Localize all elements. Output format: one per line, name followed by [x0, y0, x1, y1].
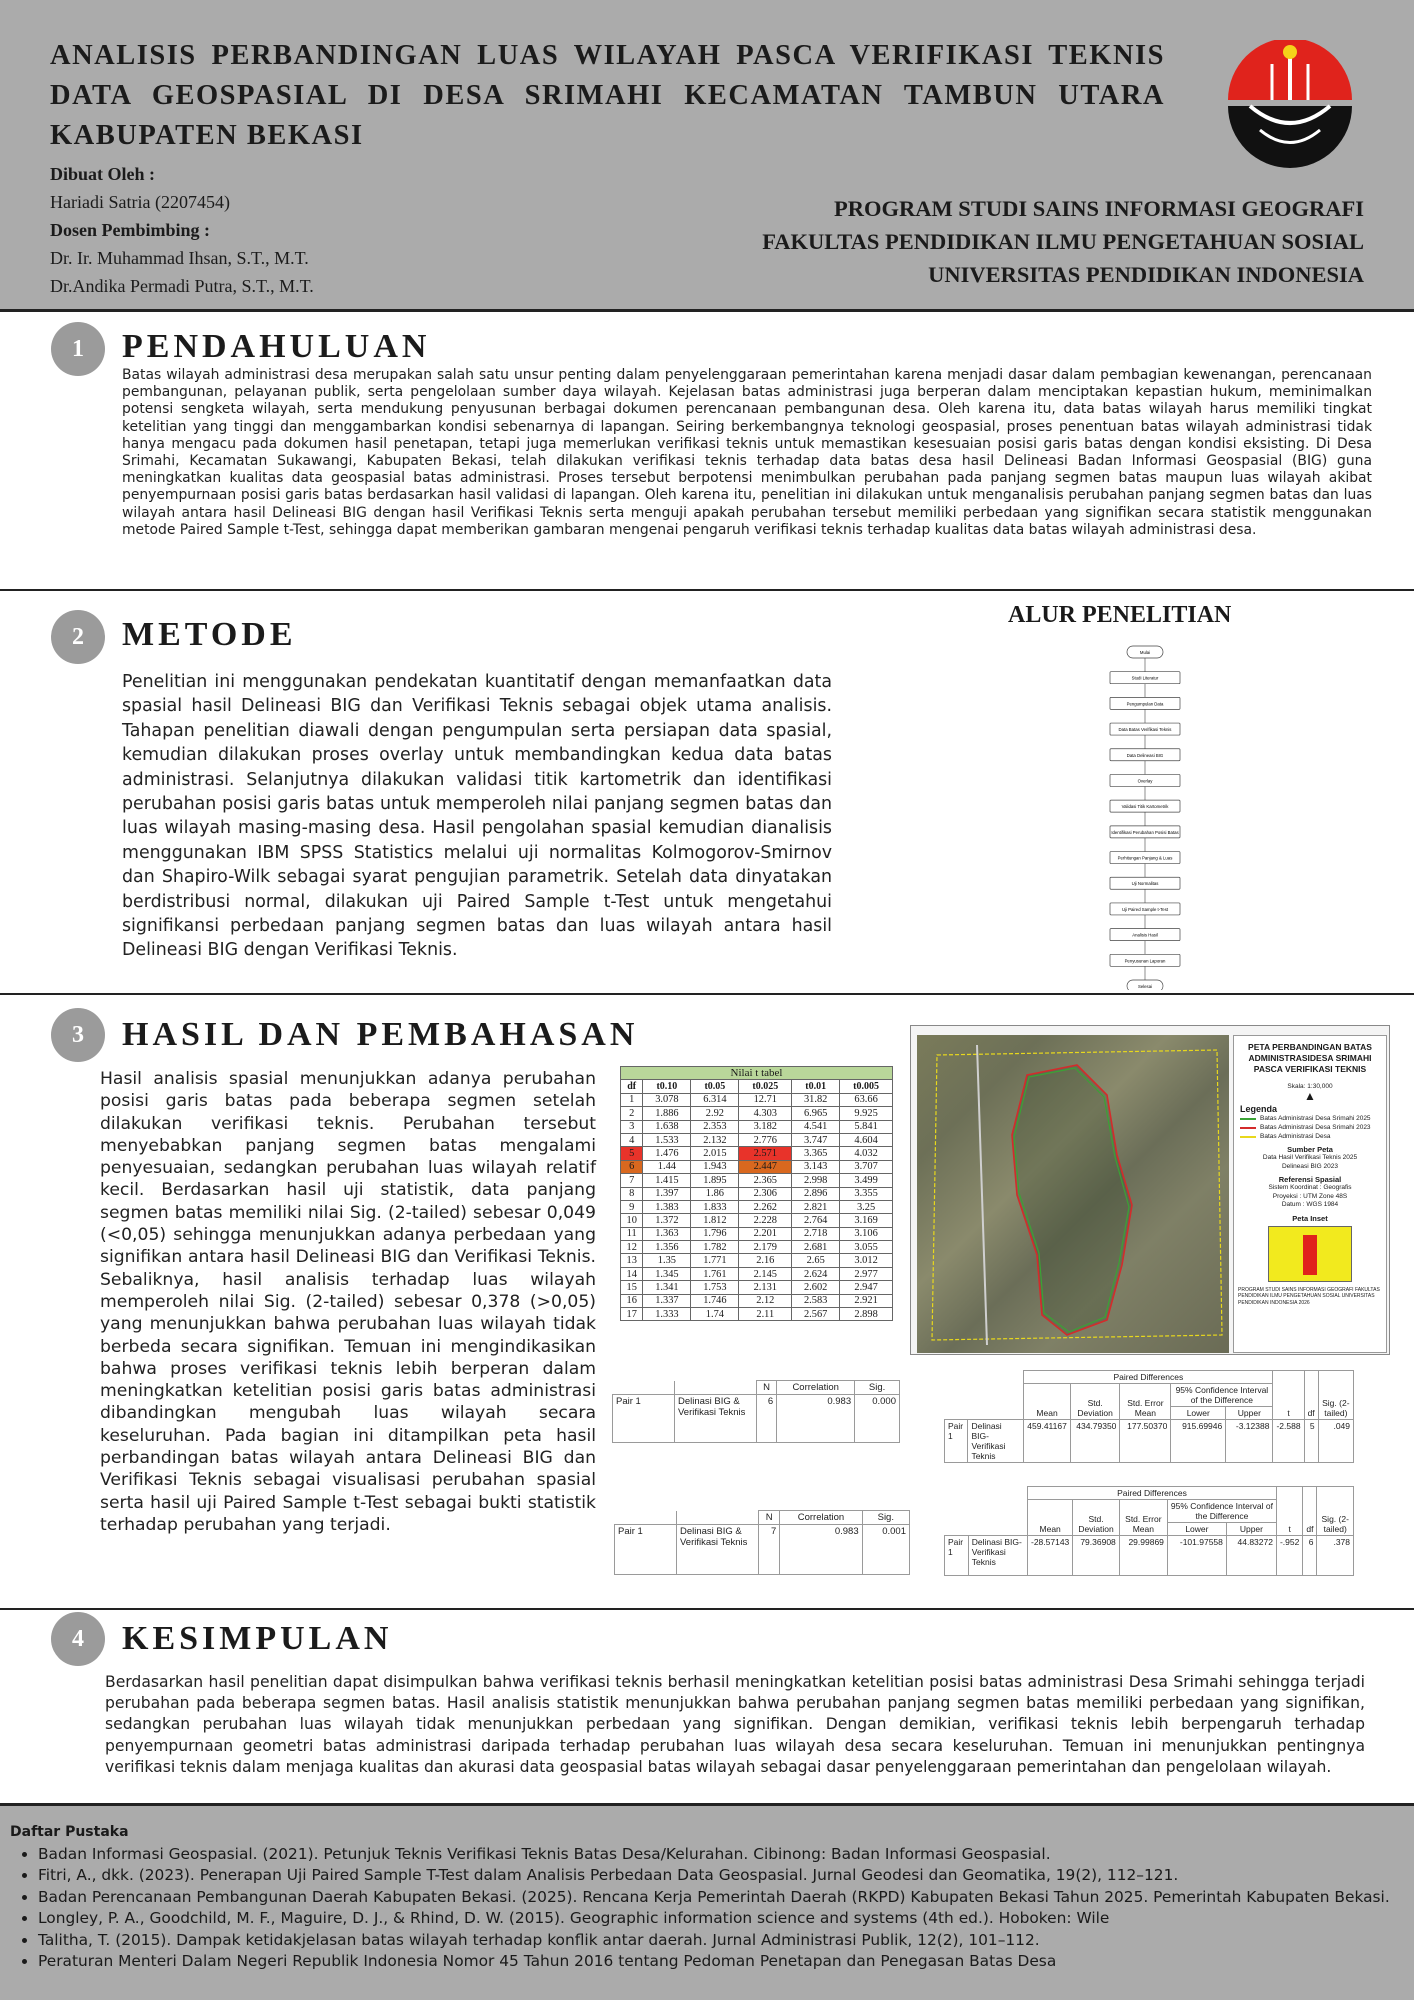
section-title-pendahuluan: PENDAHULUAN — [122, 328, 431, 365]
t-table-cell: 1.753 — [691, 1281, 739, 1294]
t-table-cell: 2.681 — [792, 1241, 840, 1254]
t-table-cell: 11 — [621, 1227, 643, 1240]
advisor-label: Dosen Pembimbing : — [50, 220, 211, 240]
t-table-cell: 1.638 — [643, 1120, 691, 1133]
t-table-cell: 2.131 — [739, 1281, 792, 1294]
kesimpulan-text: Berdasarkan hasil penelitian dapat disimpulkan bahwa verifikasi teknis berhasil meningkatkan ketelitian posisi batas administrasi Desa Srimahi sehingga terjadi perubahan pada beberapa segmen batas. Hasil analisis statistik menunjukkan bahwa perubahan panjang segmen batas memiliki perbedaan yang signifikan, sedangkan perubahan luas wilayah tidak menunjukkan perbedaan yang signifikan. Dengan demikian, verifikasi teknis lebih berpengaruh terhadap penyempurnaan geometri batas administrasi daripada terhadap perubahan luas wilayah desa secara keseluruhan. Temuan ini menunjukkan pentingnya verifikasi teknis dalam menjaga kualitas dan akurasi data geospasial batas wilayah sebagai dasar penyelenggaraan pemerintahan dan pengelolaan wilayah. — [105, 1673, 1365, 1776]
ref-title: Referensi Spasial — [1278, 1175, 1342, 1184]
pendahuluan-text: Batas wilayah administrasi desa merupakan salah satu unsur penting dalam penyelenggaraan pemerintahan karena menjadi dasar dalam pembagian kewenangan, perencanaan pembangunan, pelayanan publik, serta pengelolaan sumber daya wilayah. Kejelasan batas administrasi juga berperan dalam menciptakan kepastian hukum, meminimalkan potensi sengketa wilayah, serta mendukung penyusunan berbagai dokumen perencanaan pembangunan desa. Oleh karena itu, data batas wilayah harus memiliki tingkat ketelitian yang tinggi dan menggambarkan kondisi sebenarnya di lapangan. Seiring berkembangnya teknologi geospasial, proses penentuan batas wilayah administrasi tidak hanya mengacu pada dokumen hasil penetapan, tetapi juga memerlukan verifikasi teknis untuk memastikan kesesuaian posisi garis batas dengan kondisi eksisting. Di Desa Srimahi, Kecamatan Sukawangi, Kabupaten Bekasi, telah dilakukan verifikasi teknis terhadap data batas desa hasil Delineasi Badan Informasi Geospasial (BIG) guna meningkatkan kualitas data geospasial batas administrasi. Proses tersebut berpotensi menimbulkan perubahan pada panjang segmen batas maupun luas wilayah akibat penyempurnaan posisi garis batas berdasarkan hasil validasi di lapangan. Oleh karena itu, penelitian ini dilakukan untuk menganalisis perubahan panjang segmen batas dan luas wilayah antara hasil Delineasi BIG dengan hasil Verifikasi Teknis serta menguji apakah perubahan tersebut memiliki perbedaan yang signifikan secara statistik menggunakan metode Paired Sample t-Test, sehingga dapat memberikan gambaran mengenai pengaruh verifikasi teknis terhadap kualitas data batas wilayah administrasi desa. — [122, 367, 1372, 538]
t-table-cell: 2.353 — [691, 1120, 739, 1133]
t-table-cell: 3.365 — [792, 1147, 840, 1160]
legend-item: Batas Administrasi Desa Srimahi 2025 — [1234, 1114, 1386, 1123]
t-table-cell: 2.11 — [739, 1308, 792, 1321]
section-divider — [0, 589, 1414, 591]
t-table-cell: 14 — [621, 1267, 643, 1280]
flowchart-title: ALUR PENELITIAN — [1008, 602, 1232, 628]
t-table-cell: 2.65 — [792, 1254, 840, 1267]
map-title: PETA PERBANDINGAN BATAS ADMINISTRASIDESA SRIMAHI PASCA VERIFIKASI TEKNIS — [1248, 1042, 1372, 1074]
t-table-cell: 3.143 — [792, 1160, 840, 1173]
t-table-cell: 6 — [621, 1160, 643, 1173]
t-table — [620, 1066, 893, 1321]
inst-university: UNIVERSITAS PENDIDIKAN INDONESIA — [928, 262, 1364, 287]
section-divider — [0, 1608, 1414, 1610]
t-table-cell: 1.372 — [643, 1214, 691, 1227]
t-table-cell: 2.718 — [792, 1227, 840, 1240]
inst-program: PROGRAM STUDI SAINS INFORMASI GEOGRAFI — [833, 196, 1364, 221]
table-row — [621, 1187, 893, 1200]
t-table-cell: 1.533 — [643, 1133, 691, 1146]
t-table-cell: 2.12 — [739, 1294, 792, 1307]
reference-item: • Peraturan Menteri Dalam Negeri Republik Indonesia Nomor 45 Tahun 2016 tentang Pedoman Penetapan dan Penegasan Batas Desa — [38, 1951, 1398, 1972]
table-row — [621, 1093, 893, 1106]
inset-title: Peta Inset — [1292, 1213, 1328, 1223]
flow-step-label: Overlay — [1137, 778, 1153, 784]
flow-step — [1127, 980, 1163, 990]
t-table-cell: 2.764 — [792, 1214, 840, 1227]
flow-step — [1110, 697, 1180, 709]
t-table-cell: 2.998 — [792, 1174, 840, 1187]
t-table-cell: 31.82 — [792, 1093, 840, 1106]
t-table-cell: 4.541 — [792, 1120, 840, 1133]
t-table-cell: 1.333 — [643, 1308, 691, 1321]
t-table-cell: 2.015 — [691, 1147, 739, 1160]
flow-step-label: Data Delineasi BIG — [1126, 752, 1164, 758]
t-table-cell: 2.228 — [739, 1214, 792, 1227]
reference-item: • Talitha, T. (2015). Dampak ketidakjelasan batas wilayah terhadap konflik antar daerah. Jurnal Administrasi Publik, 12(2), 101–112. — [38, 1930, 1398, 1951]
map-footer: PROGRAM STUDI SAINS INFORMASI GEOGRAFI FAKULTAS PENDIDIKAN ILMU PENGETAHUAN SOSIAL UNIVERSITAS PENDIDIKAN INDONESIA 2026 — [1238, 1286, 1380, 1306]
t-table-cell: 2.583 — [792, 1294, 840, 1307]
legend-item: Batas Administrasi Desa — [1234, 1132, 1386, 1141]
t-table-cell: 12 — [621, 1241, 643, 1254]
flow-step — [1110, 903, 1180, 915]
t-table-cell: 13 — [621, 1254, 643, 1267]
flow-step-label: Mulai — [1139, 650, 1151, 655]
boundary-lines — [917, 1035, 1229, 1353]
t-table-cell: 4 — [621, 1133, 643, 1146]
t-table-cell: 3.055 — [840, 1241, 893, 1254]
t-table-cell: 2.602 — [792, 1281, 840, 1294]
t-table-cell: 17 — [621, 1308, 643, 1321]
flow-step — [1110, 774, 1180, 786]
legend-title: Legenda — [1240, 1104, 1278, 1114]
references-section — [0, 1803, 1414, 2000]
section-number-badge: 2 — [51, 610, 105, 664]
t-table-cell: 3.25 — [840, 1200, 893, 1213]
t-table-cell: 2.821 — [792, 1200, 840, 1213]
t-table-caption: Nilai t tabel — [621, 1067, 893, 1080]
university-logo-icon — [1220, 40, 1360, 188]
t-table-cell: 1.812 — [691, 1214, 739, 1227]
reference-item: • Fitri, A., dkk. (2023). Penerapan Uji Paired Sample T-Test dalam Analisis Perbedaan Data Geospasial. Jurnal Geodesi dan Geomatika, 19(2), 112–121. — [38, 1865, 1398, 1886]
t-table-cell: 2.16 — [739, 1254, 792, 1267]
table-row — [621, 1160, 893, 1173]
t-table-cell: 10 — [621, 1214, 643, 1227]
flow-step — [1110, 877, 1180, 889]
table-row — [621, 1267, 893, 1280]
metode-text: Penelitian ini menggunakan pendekatan kuantitatif dengan memanfaatkan data spasial hasil Delineasi BIG dan Verifikasi Teknis sebagai objek utama analisis. Tahapan penelitian diawali dengan pengumpulan serta persiapan data spasial, kemudian dilakukan proses overlay untuk membandingkan kedua data batas administrasi. Selanjutnya dilakukan validasi titik kartometrik dan identifikasi perubahan posisi garis batas untuk memperoleh nilai panjang segmen batas dan luas wilayah masing-masing desa. Hasil pengolahan spasial kemudian dianalisis menggunakan IBM SPSS Statistics melalui uji normalitas Kolmogorov-Smirnov dan Shapiro-Wilk sebagai syarat pengujian parametrik. Setelah data dinyatakan berdistribusi normal, dilakukan uji Paired Sample t-Test untuk mengetahui signifikansi perbedaan panjang segmen batas dan luas wilayah antara hasil Delineasi BIG dengan Verifikasi Teknis. — [122, 672, 832, 961]
flow-step — [1110, 954, 1180, 966]
t-table-cell: 3.169 — [840, 1214, 893, 1227]
source-line: Data Hasil Verifikasi Teknis 2025 — [1262, 1154, 1358, 1161]
flow-step — [1110, 800, 1180, 812]
t-table-cell: 2.624 — [792, 1267, 840, 1280]
satellite-image — [917, 1035, 1229, 1353]
comparison-map — [910, 1025, 1390, 1355]
table-row — [621, 1147, 893, 1160]
t-table-cell: 1.415 — [643, 1174, 691, 1187]
institution-block — [762, 192, 1364, 291]
t-table-header: t0.05 — [691, 1080, 739, 1093]
flow-step — [1110, 929, 1180, 941]
t-table-cell: 1.761 — [691, 1267, 739, 1280]
t-table-cell: 3.747 — [792, 1133, 840, 1146]
ref-line: Datum : WGS 1984 — [1281, 1201, 1339, 1208]
t-table-cell: 3.182 — [739, 1120, 792, 1133]
flow-step-label: Validasi Titik Kartometrik — [1121, 804, 1169, 810]
flow-step — [1110, 852, 1180, 864]
t-table-cell: 2.262 — [739, 1200, 792, 1213]
flow-step-label: Perhitungan Panjang & Luas — [1117, 855, 1173, 861]
source-line: Delineasi BIG 2023 — [1281, 1162, 1338, 1170]
paired-test-table-1: Paired Differences t df Sig. (2-tailed) Mean Std. Deviation Std. Error Mean 95% Confidence Interval of the Difference Lower Upper Pair 1 Delinasi BIG- Verifikasi Teknis 459.41167 434.79350 177.50370 915.69946 -3.12388 -2.588 5 .049 — [944, 1370, 1354, 1463]
section-title-kesimpulan: KESIMPULAN — [122, 1620, 393, 1657]
t-table-cell: 2.977 — [840, 1267, 893, 1280]
inst-faculty: FAKULTAS PENDIDIKAN ILMU PENGETAHUAN SOSIAL — [762, 229, 1364, 254]
t-table-cell: 1.356 — [643, 1241, 691, 1254]
table-row — [621, 1227, 893, 1240]
correlation-table-1: N Correlation Sig. Pair 1 Delinasi BIG & Verifikasi Teknis 6 0.983 0.000 — [612, 1380, 900, 1443]
t-table-cell: 1.895 — [691, 1174, 739, 1187]
t-table-cell: 15 — [621, 1281, 643, 1294]
t-table-cell: 1.337 — [643, 1294, 691, 1307]
t-table-cell: 1.345 — [643, 1267, 691, 1280]
t-table-header: t0.01 — [792, 1080, 840, 1093]
poster-title: ANALISIS PERBANDINGAN LUAS WILAYAH PASCA VERIFIKASI TEKNIS DATA GEOSPASIAL DI DESA SRIMAHI KECAMATAN TAMBUN UTARA KABUPATEN BEKASI — [50, 40, 1165, 151]
t-table-cell: 4.303 — [739, 1107, 792, 1120]
t-table-cell: 1.35 — [643, 1254, 691, 1267]
t-table-cell: 1.44 — [643, 1160, 691, 1173]
t-table-cell: 1.383 — [643, 1200, 691, 1213]
t-table-cell: 8 — [621, 1187, 643, 1200]
t-table-cell: 2.896 — [792, 1187, 840, 1200]
t-table-cell: 3.012 — [840, 1254, 893, 1267]
t-table-cell: 9.925 — [840, 1107, 893, 1120]
t-table-cell: 5 — [621, 1147, 643, 1160]
reference-item: • Badan Perencanaan Pembangunan Daerah Kabupaten Bekasi. (2025). Rencana Kerja Pemerintah Daerah (RKPD) Kabupaten Bekasi Tahun 2025. Pemerintah Kabupaten Bekasi. — [38, 1887, 1398, 1908]
flow-step-label: Uji Normalitas — [1131, 881, 1159, 887]
table-row — [621, 1294, 893, 1307]
t-table-cell: 4.032 — [840, 1147, 893, 1160]
table-row — [621, 1133, 893, 1146]
flow-step-label: Uji Paired Sample t-Test — [1121, 906, 1169, 912]
t-table-cell: 3.499 — [840, 1174, 893, 1187]
t-table-cell: 2.365 — [739, 1174, 792, 1187]
references-list — [38, 1844, 1398, 1972]
table-row — [621, 1241, 893, 1254]
table-row — [621, 1107, 893, 1120]
t-table-cell: 1.771 — [691, 1254, 739, 1267]
inset-map — [1268, 1226, 1352, 1282]
section-title-metode: METODE — [122, 616, 297, 653]
t-table-cell: 3.078 — [643, 1093, 691, 1106]
t-table-cell: 2.92 — [691, 1107, 739, 1120]
section-title-hasil: HASIL DAN PEMBAHASAN — [122, 1016, 639, 1053]
t-table-cell: 1 — [621, 1093, 643, 1106]
section-number-badge: 4 — [51, 1612, 105, 1666]
t-table-header: t0.005 — [840, 1080, 893, 1093]
t-table-cell: 1.886 — [643, 1107, 691, 1120]
table-row — [621, 1281, 893, 1294]
flow-step-label: Identifikasi Perubahan Posisi Batas — [1111, 829, 1179, 835]
t-table-cell: 3.106 — [840, 1227, 893, 1240]
t-table-cell: 2.145 — [739, 1267, 792, 1280]
flow-step-label: Studi Literatur — [1131, 675, 1159, 681]
credits-block — [50, 160, 314, 300]
t-table-cell: 1.782 — [691, 1241, 739, 1254]
table-row — [621, 1214, 893, 1227]
t-table-cell: 6.314 — [691, 1093, 739, 1106]
source-title: Sumber Peta — [1287, 1145, 1333, 1154]
table-row — [621, 1254, 893, 1267]
t-table-cell: 3.355 — [840, 1187, 893, 1200]
t-table-cell: 2.776 — [739, 1133, 792, 1146]
t-table-header: t0.025 — [739, 1080, 792, 1093]
advisor-1: Dr. Ir. Muhammad Ihsan, S.T., M.T. — [50, 248, 309, 268]
reference-item: • Badan Informasi Geospasial. (2021). Petunjuk Teknis Verifikasi Teknis Batas Desa/Kelurahan. Cibinong: Badan Informasi Geospasial. — [38, 1844, 1398, 1865]
north-arrow-icon: ▲ — [1304, 1088, 1316, 1103]
t-table-cell: 1.74 — [691, 1308, 739, 1321]
t-table-cell: 2.571 — [739, 1147, 792, 1160]
t-table-header: t0.10 — [643, 1080, 691, 1093]
table-row — [621, 1308, 893, 1321]
t-table-header: df — [621, 1080, 643, 1093]
t-table-cell: 2.947 — [840, 1281, 893, 1294]
t-table-cell: 2.447 — [739, 1160, 792, 1173]
t-table-cell: 6.965 — [792, 1107, 840, 1120]
table-row — [621, 1120, 893, 1133]
flow-step-label: Penyusunan Laporan — [1124, 958, 1166, 964]
t-table-cell: 5.841 — [840, 1120, 893, 1133]
t-table-cell: 2.921 — [840, 1294, 893, 1307]
paired-test-table-2: Paired Differences t df Sig. (2-tailed) Mean Std. Deviation Std. Error Mean 95% Confidence Interval of the Difference Lower Upper Pair 1 Delinasi BIG- Verifikasi Teknis -28.57143 79.36908 29.99869 -101.97558 44.83272 -.952 6 .378 — [944, 1486, 1354, 1576]
t-table-cell: 2 — [621, 1107, 643, 1120]
hasil-text: Hasil analisis spasial menunjukkan adanya perubahan posisi garis batas pada beberapa segmen setelah dilakukan verifikasi teknis. Perubahan tersebut menyebabkan panjang segmen batas mengalami penyesuaian, sedangkan perubahan luas wilayah relatif kecil. Berdasarkan hasil uji statistik, data panjang segmen batas memiliki nilai Sig. (2-tailed) sebesar 0,049 (<0,05) sehingga menunjukkan adanya perbedaan yang signifikan antara hasil Delineasi BIG dan Verifikasi Teknis. Sebaliknya, hasil analisis terhadap luas wilayah memperoleh nilai Sig. (2-tailed) sebesar 0,378 (>0,05) yang menunjukkan bahwa perubahan luas wilayah tidak berbeda secara signifikan. Temuan ini mengindikasikan bahwa proses verifikasi teknis lebih berperan dalam meningkatkan ketelitian posisi garis batas administrasi dibandingkan mengubah luas wilayah secara keseluruhan. Pada bagian ini ditampilkan peta hasil perbandingan batas wilayah antara Delineasi BIG dan Verifikasi Teknis sebagai visualisasi perubahan spasial serta hasil uji Paired Sample t-Test sebagai bukti statistik terhadap perubahan yang terjadi. — [100, 1069, 596, 1535]
t-table-cell: 2.132 — [691, 1133, 739, 1146]
flow-step-label: Selesai — [1137, 984, 1153, 989]
t-table-cell: 2.898 — [840, 1308, 893, 1321]
t-table-cell: 2.179 — [739, 1241, 792, 1254]
t-table-cell: 2.306 — [739, 1187, 792, 1200]
flow-step — [1127, 646, 1163, 658]
map-scale: Skala: 1:30,000 — [1287, 1083, 1333, 1090]
t-table-cell: 3 — [621, 1120, 643, 1133]
section-divider — [0, 993, 1414, 995]
flow-step-label: Pengumpulan Data — [1126, 701, 1164, 707]
legend-item: Batas Administrasi Desa Srimahi 2023 — [1234, 1123, 1386, 1132]
t-table-cell: 63.66 — [840, 1093, 893, 1106]
t-table-cell: 1.397 — [643, 1187, 691, 1200]
reference-item: • Longley, P. A., Goodchild, M. F., Maguire, D. J., & Rhind, D. W. (2015). Geographic information science and systems (4th ed.). Hoboken: Wile — [38, 1908, 1398, 1929]
t-table-cell: 2.567 — [792, 1308, 840, 1321]
t-table-cell: 1.341 — [643, 1281, 691, 1294]
table-row — [621, 1200, 893, 1213]
t-table-cell: 1.833 — [691, 1200, 739, 1213]
flow-step — [1110, 826, 1180, 838]
t-table-cell: 9 — [621, 1200, 643, 1213]
t-table-cell: 7 — [621, 1174, 643, 1187]
t-table-cell: 12.71 — [739, 1093, 792, 1106]
t-table-cell: 4.604 — [840, 1133, 893, 1146]
flow-step-label: Analisis Hasil — [1132, 932, 1158, 938]
t-table-cell: 1.943 — [691, 1160, 739, 1173]
t-table-cell: 16 — [621, 1294, 643, 1307]
poster-header — [0, 0, 1414, 312]
flow-step-label: Data Batas Verifikasi Teknis — [1118, 727, 1172, 733]
author-name: Hariadi Satria (2207454) — [50, 192, 230, 212]
section-number-badge: 3 — [51, 1008, 105, 1062]
correlation-table-2: N Correlation Sig. Pair 1 Delinasi BIG & Verifikasi Teknis 7 0.983 0.001 — [614, 1510, 910, 1575]
references-title: Daftar Pustaka — [10, 1824, 129, 1840]
t-table-cell: 1.746 — [691, 1294, 739, 1307]
t-table-cell: 1.476 — [643, 1147, 691, 1160]
research-flowchart — [1045, 640, 1245, 990]
t-table-cell: 2.201 — [739, 1227, 792, 1240]
flow-step — [1110, 672, 1180, 684]
flow-step — [1110, 749, 1180, 761]
map-legend — [1233, 1035, 1387, 1353]
table-row — [621, 1174, 893, 1187]
t-table-cell: 1.796 — [691, 1227, 739, 1240]
flow-step — [1110, 723, 1180, 735]
ref-line: Sistem Koordinat : Geografis — [1268, 1184, 1352, 1191]
t-table-cell: 1.363 — [643, 1227, 691, 1240]
advisor-2: Dr.Andika Permadi Putra, S.T., M.T. — [50, 276, 314, 296]
t-table-cell: 1.86 — [691, 1187, 739, 1200]
ref-line: Proyeksi : UTM Zone 48S — [1272, 1192, 1348, 1200]
section-number-badge: 1 — [51, 322, 105, 376]
t-table-cell: 3.707 — [840, 1160, 893, 1173]
made-by-label: Dibuat Oleh : — [50, 164, 156, 184]
